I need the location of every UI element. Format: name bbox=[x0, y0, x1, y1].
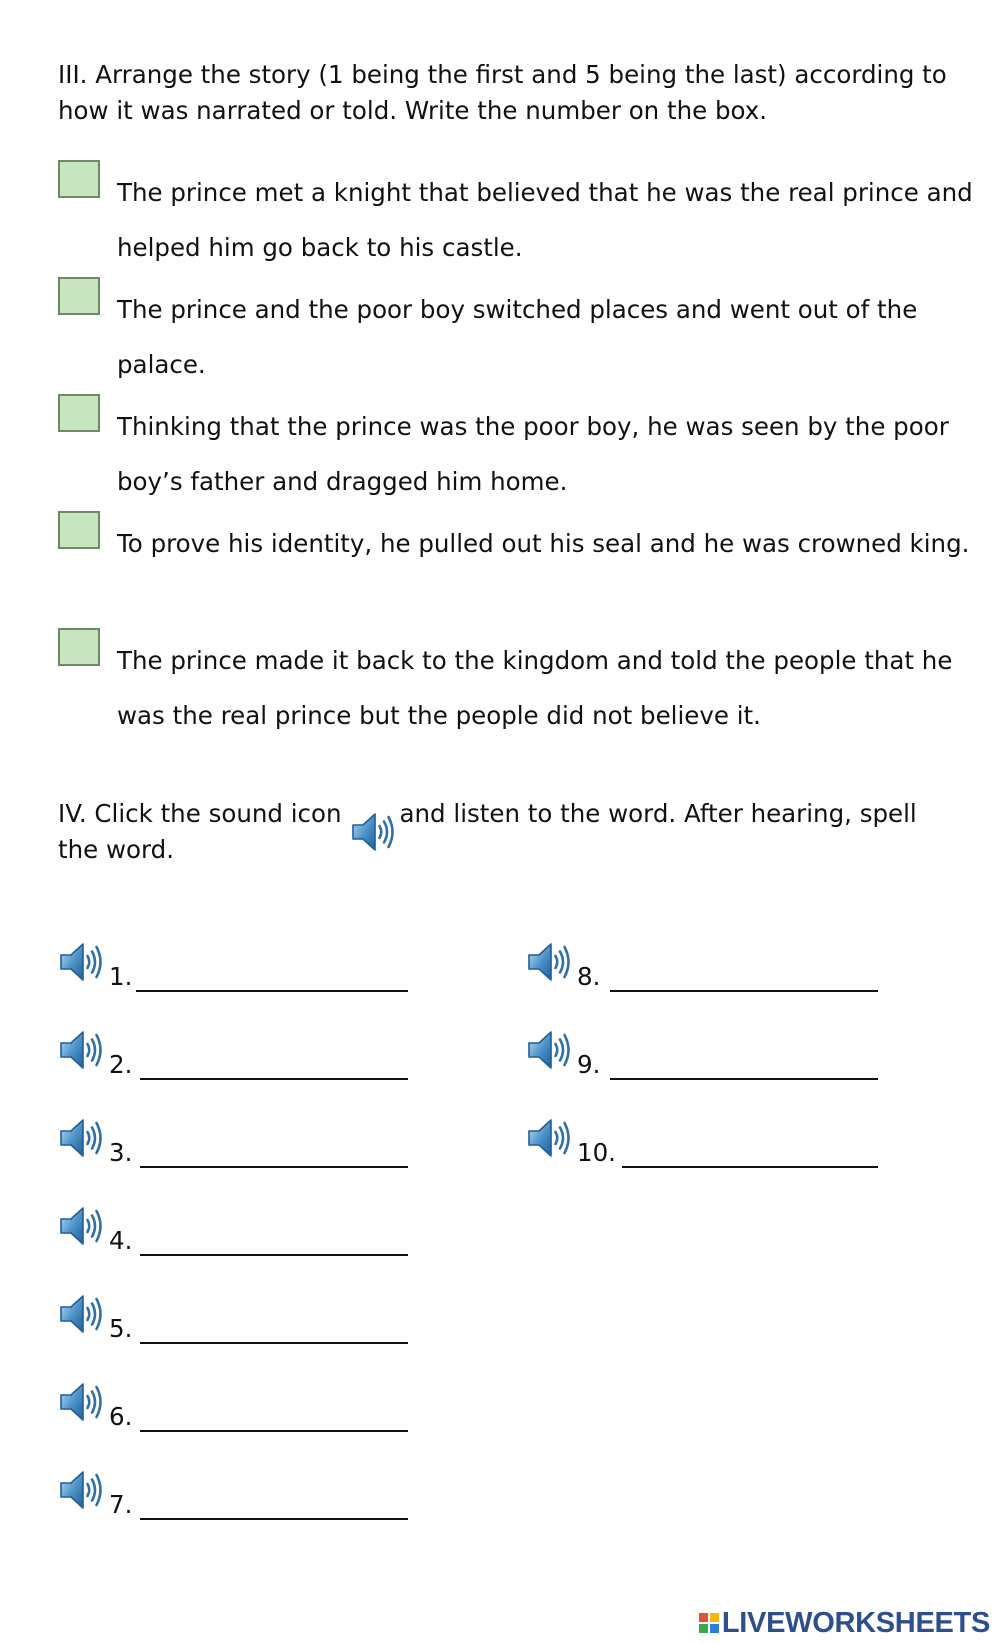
question-number: 3. bbox=[109, 1138, 133, 1167]
question-number: 10. bbox=[577, 1138, 616, 1167]
order-input-box[interactable] bbox=[58, 511, 100, 549]
answer-line[interactable] bbox=[610, 1078, 878, 1080]
story-item-1 bbox=[58, 160, 973, 280]
question-number: 7. bbox=[109, 1490, 133, 1519]
question-number: 1. bbox=[109, 962, 133, 991]
answer-line[interactable] bbox=[140, 1342, 408, 1344]
speaker-sound-icon[interactable] bbox=[58, 1028, 104, 1072]
question-number: 6. bbox=[109, 1402, 133, 1431]
order-input-box[interactable] bbox=[58, 628, 100, 666]
answer-line[interactable] bbox=[140, 1166, 408, 1168]
story-item-text: The prince made it back to the kingdom and told the people that he was the real prince but the people did not believe it. bbox=[117, 646, 953, 730]
story-item-5 bbox=[58, 628, 958, 748]
logo-squares-icon bbox=[699, 1613, 719, 1633]
answer-line[interactable] bbox=[610, 990, 878, 992]
logo-text: LIVEWORKSHEETS bbox=[721, 1606, 990, 1639]
speaker-sound-icon[interactable] bbox=[58, 1292, 104, 1336]
answer-line[interactable] bbox=[136, 990, 408, 992]
answer-line[interactable] bbox=[622, 1166, 878, 1168]
story-item-3 bbox=[58, 394, 958, 514]
section4-instruction-start: IV. Click the sound icon bbox=[58, 799, 342, 828]
story-item-text: The prince met a knight that believed that he was the real prince and helped him go back to his castle. bbox=[117, 178, 973, 262]
speaker-sound-icon[interactable] bbox=[526, 1028, 572, 1072]
speaker-sound-icon[interactable] bbox=[526, 940, 572, 984]
story-item-4 bbox=[58, 511, 970, 631]
order-input-box[interactable] bbox=[58, 394, 100, 432]
question-number: 5. bbox=[109, 1314, 133, 1343]
answer-line[interactable] bbox=[140, 1254, 408, 1256]
speaker-sound-icon[interactable] bbox=[58, 1116, 104, 1160]
speaker-sound-icon[interactable] bbox=[58, 1204, 104, 1248]
question-number: 2. bbox=[109, 1050, 133, 1079]
section4-instruction bbox=[58, 796, 958, 868]
answer-line[interactable] bbox=[140, 1430, 408, 1432]
question-number: 9. bbox=[577, 1050, 601, 1079]
speaker-sound-icon[interactable] bbox=[58, 940, 104, 984]
speaker-sound-icon bbox=[350, 810, 396, 854]
story-item-text: The prince and the poor boy switched places and went out of the palace. bbox=[117, 295, 918, 379]
liveworksheets-logo bbox=[699, 1605, 990, 1641]
section4-instruction-end: and listen to the word. After hearing, spell the word. bbox=[58, 799, 917, 864]
speaker-sound-icon[interactable] bbox=[526, 1116, 572, 1160]
order-input-box[interactable] bbox=[58, 277, 100, 315]
answer-line[interactable] bbox=[140, 1518, 408, 1520]
speaker-sound-icon[interactable] bbox=[58, 1380, 104, 1424]
section3-instruction: III. Arrange the story (1 being the first and 5 being the last) according to how it was narrated or told. Write the number on the box. bbox=[58, 60, 947, 125]
answer-line[interactable] bbox=[140, 1078, 408, 1080]
order-input-box[interactable] bbox=[58, 160, 100, 198]
story-item-text: Thinking that the prince was the poor boy, he was seen by the poor boy’s father and dragged him home. bbox=[117, 412, 949, 496]
story-item-text: To prove his identity, he pulled out his seal and he was crowned king. bbox=[117, 529, 970, 558]
speaker-sound-icon[interactable] bbox=[58, 1468, 104, 1512]
question-number: 8. bbox=[577, 962, 601, 991]
story-item-2 bbox=[58, 277, 958, 397]
question-number: 4. bbox=[109, 1226, 133, 1255]
